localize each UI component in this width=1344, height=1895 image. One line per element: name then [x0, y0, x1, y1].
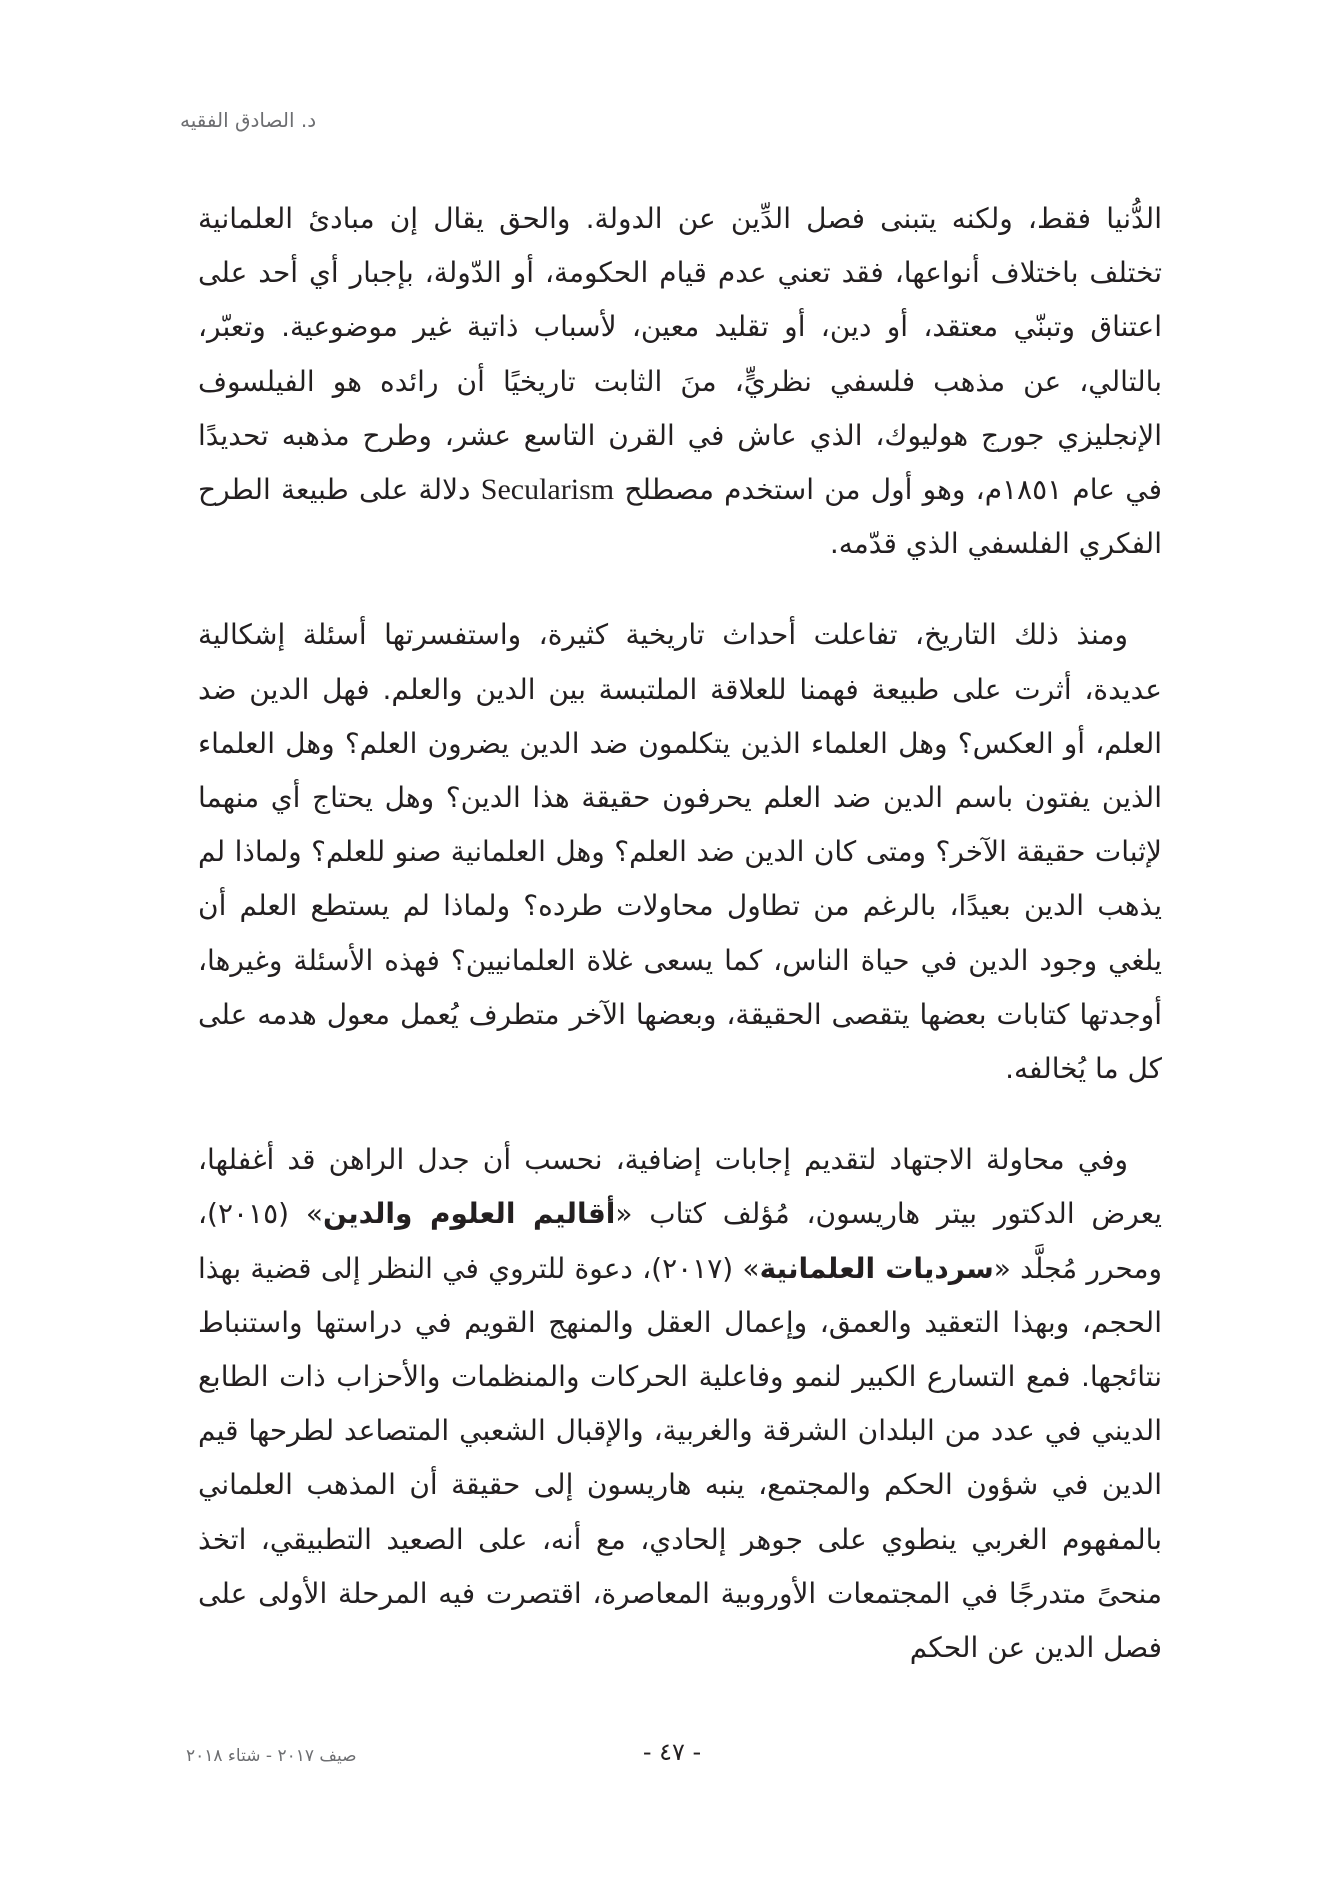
volume-title: سرديات العلمانية: [759, 1251, 994, 1285]
paragraph-3-part-2: » (٢٠١٥)، ومحرر مُجلَّد «: [198, 1197, 1162, 1285]
book-title: أقاليم العلوم والدين: [322, 1197, 616, 1231]
running-head-author: د. الصادق الفقيه: [180, 108, 317, 132]
paragraph-1: [198, 192, 1162, 571]
latin-term: Secularism: [480, 473, 615, 507]
paragraph-2: [198, 608, 1162, 1096]
page-number: - ٤٧ -: [642, 1738, 702, 1766]
footer-issue-date: صيف ٢٠١٧ - شتاء ٢٠١٨: [186, 1746, 357, 1766]
paragraph-3-part-1: وفي محاولة الاجتهاد لتقديم إجابات إضافية، نحسب أن جدل الراهن قد أغفلها، يعرض الدكتور بيتر هاريسون، مُؤلف كتاب «: [198, 1143, 1162, 1231]
paragraph-1-ending: دلالة على طبيعة الطرح الفكري الفلسفي الذي قدّمه.: [198, 473, 1162, 561]
paragraph-3: [198, 1133, 1162, 1675]
paragraph-1-text: الدُّنيا فقط، ولكنه يتبنى فصل الدِّين عن الدولة. والحق يقال إن مبادئ العلمانية تختلف باختلاف أنواعها، فقد تعني عدم قيام الحكومة، أو الدّولة، بإجبار أي أحد على اعتناق وتبنّي معتقد، أو دين، أو تقليد معين، لأسباب ذاتية غير موضوعية. وتعبّر، بالتالي، عن مذهب فلسفي نظريٍّ، منَ الثابت تاريخيًا أن رائده هو الفيلسوف الإنجليزي جورج هوليوك، الذي عاش في القرن التاسع عشر، وطرح مذهبه تحديدًا في عام ١٨٥١م، وهو أول من استخدم مصطلح: [198, 202, 1162, 507]
article-body: [198, 192, 1162, 1712]
paragraph-3-part-3: » (٢٠١٧)، دعوة للتروي في النظر إلى قضية بهذا الحجم، وبهذا التعقيد والعمق، وإعمال العقل والمنهج القويم في دراستها واستنباط نتائجها. فمع التسارع الكبير لنمو وفاعلية الحركات والمنظمات والأحزاب ذات الطابع الديني في عدد من البلدان الشرقة والغربية، والإقبال الشعبي المتصاعد لطرحها قيم الدين في شؤون الحكم والمجتمع، ينبه هاريسون إلى حقيقة أن المذهب العلماني بالمفهوم الغربي ينطوي على جوهر إلحادي، مع أنه، على الصعيد التطبيقي، اتخذ منحىً متدرجًا في المجتمعات الأوروبية المعاصرة، اقتصرت فيه المرحلة الأولى على فصل الدين عن الحكم: [198, 1251, 1162, 1665]
paragraph-2-text: ومنذ ذلك التاريخ، تفاعلت أحداث تاريخية كثيرة، واستفسرتها أسئلة إشكالية عديدة، أثرت على طبيعة فهمنا للعلاقة الملتبسة بين الدين والعلم. فهل الدين ضد العلم، أو العكس؟ وهل العلماء الذين يتكلمون ضد الدين يضرون العلم؟ وهل العلماء الذين يفتون باسم الدين ضد العلم يحرفون حقيقة هذا الدين؟ وهل يحتاج أي منهما لإثبات حقيقة الآخر؟ ومتى كان الدين ضد العلم؟ وهل العلمانية صنو للعلم؟ ولماذا لم يذهب الدين بعيدًا، بالرغم من تطاول محاولات طرده؟ ولماذا لم يستطع العلم أن يلغي وجود الدين في حياة الناس، كما يسعى غلاة العلمانيين؟ فهذه الأسئلة وغيرها، أوجدتها كتابات بعضها يتقصى الحقيقة، وبعضها الآخر متطرف يُعمل معول هدمه على كل ما يُخالفه.: [198, 618, 1162, 1086]
